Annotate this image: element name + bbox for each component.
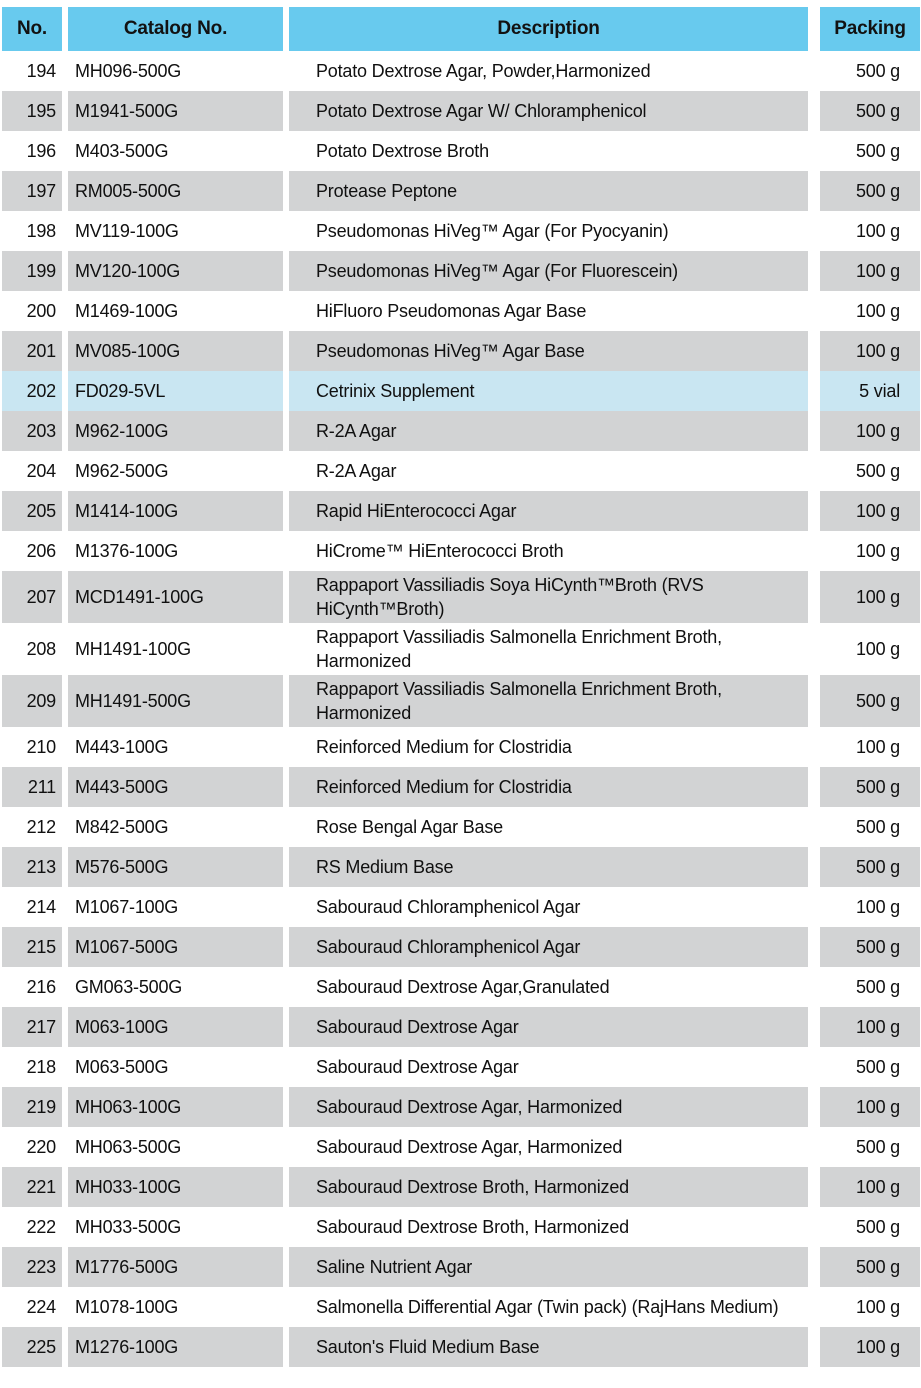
- cell-description-text: Salmonella Differential Agar (Twin pack) (RajHans Medium): [316, 1297, 779, 1317]
- column-header-no: [2, 7, 62, 51]
- cell-catalog: [68, 371, 283, 411]
- cell-no-text: 205: [26, 501, 56, 521]
- cell-no: [2, 1007, 62, 1047]
- cell-catalog: [68, 767, 283, 807]
- table-row: [2, 91, 920, 131]
- cell-packing: [820, 131, 920, 171]
- cell-description-text: Sabouraud Chloramphenicol Agar: [316, 897, 581, 917]
- cell-catalog-text: MH033-100G: [75, 1177, 182, 1197]
- table-row: [2, 411, 920, 451]
- cell-no-text: 199: [26, 261, 56, 281]
- cell-description: [289, 887, 808, 927]
- cell-packing: [820, 491, 920, 531]
- cell-description-text: Sauton's Fluid Medium Base: [316, 1337, 540, 1357]
- cell-no-text: 194: [26, 61, 56, 81]
- cell-description-text: Potato Dextrose Broth: [316, 141, 489, 161]
- cell-no: [2, 531, 62, 571]
- cell-no: [2, 411, 62, 451]
- cell-description-text: Sabouraud Dextrose Broth, Harmonized: [316, 1217, 629, 1237]
- table-row: [2, 131, 920, 171]
- cell-catalog-text: M1376-100G: [75, 541, 179, 561]
- cell-packing-text: 100 g: [855, 897, 900, 917]
- cell-no: [2, 1047, 62, 1087]
- table-row: [2, 571, 920, 623]
- cell-no: [2, 451, 62, 491]
- cell-no: [2, 1247, 62, 1287]
- table-row: [2, 291, 920, 331]
- cell-packing-text: 500 g: [855, 977, 900, 997]
- cell-catalog: [68, 411, 283, 451]
- cell-no-text: 219: [26, 1097, 56, 1117]
- cell-catalog-text: MV119-100G: [75, 221, 179, 241]
- cell-catalog-text: M1941-500G: [75, 101, 179, 121]
- cell-no: [2, 211, 62, 251]
- cell-description-text: Sabouraud Dextrose Broth, Harmonized: [316, 1177, 629, 1197]
- cell-packing-text: 100 g: [855, 1297, 900, 1317]
- table-row: [2, 727, 920, 767]
- table-row: [2, 927, 920, 967]
- cell-no-text: 225: [26, 1337, 56, 1357]
- cell-packing-text: 500 g: [855, 461, 900, 481]
- table-row: [2, 51, 920, 91]
- cell-packing-text: 500 g: [855, 61, 900, 81]
- cell-description-text: HiFluoro Pseudomonas Agar Base: [316, 301, 587, 321]
- cell-no: [2, 727, 62, 767]
- cell-no: [2, 807, 62, 847]
- cell-no-text: 220: [26, 1137, 56, 1157]
- cell-no: [2, 1087, 62, 1127]
- cell-description-text: Rappaport Vassiliadis Soya HiCynth™Broth (RVS HiCynth™Broth): [316, 575, 704, 619]
- cell-packing-text: 100 g: [855, 737, 900, 757]
- cell-description-text: HiCrome™ HiEnterococci Broth: [316, 541, 564, 561]
- cell-no: [2, 491, 62, 531]
- cell-no-text: 213: [26, 857, 56, 877]
- cell-no: [2, 623, 62, 675]
- column-header-catalog: [68, 7, 283, 51]
- cell-catalog-text: MH033-500G: [75, 1217, 182, 1237]
- cell-catalog-text: M962-100G: [75, 421, 169, 441]
- table-row: [2, 1167, 920, 1207]
- cell-catalog: [68, 531, 283, 571]
- cell-catalog: [68, 1007, 283, 1047]
- cell-no-text: 198: [26, 221, 56, 241]
- cell-no-text: 206: [26, 541, 56, 561]
- cell-description: [289, 211, 808, 251]
- cell-description: [289, 1207, 808, 1247]
- cell-description: [289, 1007, 808, 1047]
- cell-description-text: Potato Dextrose Agar, Powder,Harmonized: [316, 61, 651, 81]
- cell-packing-text: 500 g: [855, 777, 900, 797]
- cell-no-text: 222: [26, 1217, 56, 1237]
- cell-catalog: [68, 91, 283, 131]
- cell-description-text: Sabouraud Chloramphenicol Agar: [316, 937, 581, 957]
- table-row: [2, 1327, 920, 1367]
- table-row: [2, 211, 920, 251]
- column-header-catalog-label: Catalog No.: [123, 18, 228, 39]
- cell-catalog-text: MH063-500G: [75, 1137, 182, 1157]
- cell-packing: [820, 1087, 920, 1127]
- cell-description: [289, 171, 808, 211]
- cell-description-text: Sabouraud Dextrose Agar, Harmonized: [316, 1097, 623, 1117]
- cell-catalog: [68, 491, 283, 531]
- cell-no-text: 210: [26, 737, 56, 757]
- cell-packing: [820, 91, 920, 131]
- cell-catalog: [68, 1167, 283, 1207]
- cell-no: [2, 1327, 62, 1367]
- cell-no: [2, 1167, 62, 1207]
- cell-no: [2, 1127, 62, 1167]
- cell-description-text: Sabouraud Dextrose Agar,Granulated: [316, 977, 610, 997]
- cell-catalog-text: MCD1491-100G: [75, 587, 204, 607]
- cell-packing: [820, 331, 920, 371]
- cell-description: [289, 767, 808, 807]
- table-row: [2, 623, 920, 675]
- cell-catalog-text: FD029-5VL: [75, 381, 166, 401]
- cell-packing-text: 100 g: [855, 301, 900, 321]
- table-row: [2, 331, 920, 371]
- cell-packing-text: 500 g: [855, 1057, 900, 1077]
- cell-description: [289, 1247, 808, 1287]
- cell-packing-text: 100 g: [855, 1337, 900, 1357]
- cell-description-text: Rappaport Vassiliadis Salmonella Enrichment Broth, Harmonized: [316, 679, 722, 723]
- cell-packing-text: 100 g: [855, 421, 900, 441]
- table-row: [2, 967, 920, 1007]
- cell-catalog-text: M1469-100G: [75, 301, 179, 321]
- cell-description-text: Cetrinix Supplement: [316, 381, 475, 401]
- table-row: [2, 451, 920, 491]
- cell-no-text: 221: [26, 1177, 56, 1197]
- cell-packing: [820, 1167, 920, 1207]
- cell-packing: [820, 211, 920, 251]
- cell-no: [2, 331, 62, 371]
- cell-description: [289, 51, 808, 91]
- cell-catalog-text: MH1491-500G: [75, 691, 191, 711]
- cell-catalog: [68, 967, 283, 1007]
- cell-packing: [820, 847, 920, 887]
- cell-packing: [820, 767, 920, 807]
- cell-description: [289, 623, 808, 675]
- cell-no-text: 218: [26, 1057, 56, 1077]
- cell-no-text: 223: [26, 1257, 56, 1277]
- cell-catalog: [68, 291, 283, 331]
- cell-description: [289, 675, 808, 727]
- table-row: [2, 531, 920, 571]
- cell-packing: [820, 1127, 920, 1167]
- cell-description-text: R-2A Agar: [316, 421, 397, 441]
- cell-no: [2, 967, 62, 1007]
- cell-packing: [820, 927, 920, 967]
- cell-description-text: Potato Dextrose Agar W/ Chloramphenicol: [316, 101, 647, 121]
- cell-description: [289, 967, 808, 1007]
- cell-description-text: Rose Bengal Agar Base: [316, 817, 503, 837]
- cell-packing-text: 100 g: [855, 1017, 900, 1037]
- cell-catalog-text: MH063-100G: [75, 1097, 182, 1117]
- cell-packing: [820, 1047, 920, 1087]
- cell-description: [289, 411, 808, 451]
- cell-catalog: [68, 251, 283, 291]
- cell-catalog: [68, 727, 283, 767]
- cell-no-text: 196: [26, 141, 56, 161]
- cell-catalog-text: M443-500G: [75, 777, 169, 797]
- cell-no: [2, 571, 62, 623]
- cell-catalog: [68, 807, 283, 847]
- cell-catalog-text: M403-500G: [75, 141, 169, 161]
- cell-description: [289, 1127, 808, 1167]
- cell-catalog: [68, 1207, 283, 1247]
- cell-no: [2, 1207, 62, 1247]
- cell-catalog-text: GM063-500G: [75, 977, 183, 997]
- cell-catalog-text: M1078-100G: [75, 1297, 179, 1317]
- cell-description: [289, 251, 808, 291]
- cell-no: [2, 675, 62, 727]
- cell-catalog-text: MH096-500G: [75, 61, 182, 81]
- cell-catalog: [68, 847, 283, 887]
- cell-packing-text: 100 g: [855, 587, 900, 607]
- cell-catalog-text: M1067-100G: [75, 897, 179, 917]
- cell-no: [2, 51, 62, 91]
- cell-catalog-text: M842-500G: [75, 817, 169, 837]
- cell-description: [289, 1047, 808, 1087]
- table-row: [2, 371, 920, 411]
- cell-packing-text: 500 g: [855, 101, 900, 121]
- cell-catalog-text: M962-500G: [75, 461, 169, 481]
- cell-packing-text: 500 g: [855, 141, 900, 161]
- cell-description: [289, 531, 808, 571]
- cell-packing-text: 100 g: [855, 341, 900, 361]
- table-body: [2, 51, 920, 1367]
- cell-catalog-text: M063-100G: [75, 1017, 169, 1037]
- cell-no-text: 195: [26, 101, 56, 121]
- cell-description: [289, 1327, 808, 1367]
- cell-description: [289, 727, 808, 767]
- cell-description-text: Sabouraud Dextrose Agar: [316, 1057, 519, 1077]
- cell-packing: [820, 51, 920, 91]
- cell-packing-text: 100 g: [855, 261, 900, 281]
- cell-description-text: Sabouraud Dextrose Agar, Harmonized: [316, 1137, 623, 1157]
- cell-no-text: 203: [26, 421, 56, 441]
- cell-catalog: [68, 571, 283, 623]
- cell-no: [2, 91, 62, 131]
- cell-packing-text: 100 g: [855, 541, 900, 561]
- cell-no: [2, 131, 62, 171]
- cell-description: [289, 291, 808, 331]
- cell-description: [289, 571, 808, 623]
- cell-no-text: 214: [26, 897, 56, 917]
- table-row: [2, 491, 920, 531]
- cell-packing: [820, 1287, 920, 1327]
- cell-packing: [820, 727, 920, 767]
- column-header-description: [289, 7, 808, 51]
- column-header-description-label: Description: [497, 18, 600, 39]
- cell-description-text: Pseudomonas HiVeg™ Agar (For Fluorescein): [316, 261, 678, 281]
- cell-description: [289, 451, 808, 491]
- table-row: [2, 807, 920, 847]
- table-row: [2, 1007, 920, 1047]
- cell-no-text: 216: [26, 977, 56, 997]
- cell-no: [2, 171, 62, 211]
- cell-description-text: Saline Nutrient Agar: [316, 1257, 473, 1277]
- cell-catalog-text: M1276-100G: [75, 1337, 179, 1357]
- table-row: [2, 847, 920, 887]
- cell-description: [289, 1167, 808, 1207]
- cell-no-text: 211: [27, 777, 56, 797]
- cell-packing: [820, 531, 920, 571]
- cell-description: [289, 331, 808, 371]
- cell-packing-text: 100 g: [855, 1097, 900, 1117]
- cell-packing: [820, 1327, 920, 1367]
- cell-catalog-text: M063-500G: [75, 1057, 169, 1077]
- cell-packing-text: 100 g: [855, 639, 900, 659]
- cell-no-text: 208: [26, 639, 56, 659]
- cell-packing-text: 100 g: [855, 221, 900, 241]
- cell-packing: [820, 1247, 920, 1287]
- cell-catalog-text: M1414-100G: [75, 501, 179, 521]
- cell-description-text: Pseudomonas HiVeg™ Agar Base: [316, 341, 585, 361]
- cell-packing-text: 500 g: [855, 857, 900, 877]
- cell-no-text: 207: [26, 587, 56, 607]
- cell-no-text: 202: [26, 381, 56, 401]
- cell-no: [2, 887, 62, 927]
- cell-no-text: 217: [26, 1017, 56, 1037]
- cell-packing-text: 500 g: [855, 1137, 900, 1157]
- cell-packing-text: 100 g: [855, 1177, 900, 1197]
- cell-packing: [820, 451, 920, 491]
- cell-catalog-text: RM005-500G: [75, 181, 182, 201]
- table-row: [2, 1047, 920, 1087]
- cell-no: [2, 1287, 62, 1327]
- cell-catalog: [68, 1047, 283, 1087]
- cell-catalog: [68, 1127, 283, 1167]
- cell-no: [2, 291, 62, 331]
- cell-packing-text: 500 g: [855, 817, 900, 837]
- cell-description-text: Pseudomonas HiVeg™ Agar (For Pyocyanin): [316, 221, 669, 241]
- cell-no-text: 197: [26, 181, 56, 201]
- cell-catalog: [68, 171, 283, 211]
- cell-description-text: Reinforced Medium for Clostridia: [316, 737, 572, 757]
- cell-packing: [820, 807, 920, 847]
- cell-no-text: 204: [26, 461, 56, 481]
- column-header-packing-label: Packing: [834, 18, 906, 39]
- cell-no-text: 212: [26, 817, 56, 837]
- cell-description-text: Sabouraud Dextrose Agar: [316, 1017, 519, 1037]
- cell-no-text: 201: [26, 341, 56, 361]
- cell-description-text: RS Medium Base: [316, 857, 454, 877]
- cell-catalog-text: MV085-100G: [75, 341, 181, 361]
- table-row: [2, 1247, 920, 1287]
- cell-catalog-text: M443-100G: [75, 737, 169, 757]
- cell-packing-text: 100 g: [855, 501, 900, 521]
- cell-description: [289, 807, 808, 847]
- column-header-no-label: No.: [16, 18, 47, 39]
- column-header-packing: [820, 7, 920, 51]
- cell-catalog: [68, 1247, 283, 1287]
- table-row: [2, 1127, 920, 1167]
- table-row: [2, 887, 920, 927]
- cell-packing-text: 500 g: [855, 181, 900, 201]
- cell-no: [2, 847, 62, 887]
- cell-no-text: 224: [26, 1297, 56, 1317]
- cell-catalog-text: MH1491-100G: [75, 639, 191, 659]
- cell-packing: [820, 411, 920, 451]
- cell-catalog-text: M576-500G: [75, 857, 169, 877]
- cell-packing: [820, 675, 920, 727]
- cell-packing-text: 500 g: [855, 1217, 900, 1237]
- cell-packing-text: 500 g: [855, 691, 900, 711]
- cell-packing: [820, 887, 920, 927]
- cell-no-text: 200: [26, 301, 56, 321]
- table-row: [2, 1087, 920, 1127]
- cell-packing: [820, 571, 920, 623]
- cell-description-text: Reinforced Medium for Clostridia: [316, 777, 572, 797]
- cell-description-text: Protease Peptone: [316, 181, 457, 201]
- cell-catalog: [68, 1327, 283, 1367]
- cell-catalog: [68, 1087, 283, 1127]
- table-row: [2, 1207, 920, 1247]
- table-row: [2, 251, 920, 291]
- cell-catalog-text: M1067-500G: [75, 937, 179, 957]
- cell-description-text: R-2A Agar: [316, 461, 397, 481]
- table-header: [2, 7, 920, 51]
- cell-no-text: 209: [26, 691, 56, 711]
- cell-no-text: 215: [26, 937, 56, 957]
- table-row: [2, 675, 920, 727]
- cell-packing: [820, 371, 920, 411]
- cell-catalog: [68, 623, 283, 675]
- cell-packing: [820, 967, 920, 1007]
- cell-catalog: [68, 1287, 283, 1327]
- cell-catalog: [68, 927, 283, 967]
- cell-packing: [820, 1207, 920, 1247]
- cell-catalog: [68, 451, 283, 491]
- cell-no: [2, 767, 62, 807]
- cell-description: [289, 847, 808, 887]
- cell-catalog: [68, 211, 283, 251]
- cell-description: [289, 371, 808, 411]
- cell-no: [2, 927, 62, 967]
- cell-catalog: [68, 131, 283, 171]
- cell-catalog: [68, 51, 283, 91]
- table-row: [2, 171, 920, 211]
- cell-packing: [820, 623, 920, 675]
- cell-packing: [820, 291, 920, 331]
- cell-packing-text: 5 vial: [859, 381, 900, 401]
- cell-catalog-text: M1776-500G: [75, 1257, 179, 1277]
- cell-description-text: Rappaport Vassiliadis Salmonella Enrichment Broth, Harmonized: [316, 627, 722, 671]
- table-row: [2, 767, 920, 807]
- cell-description: [289, 1087, 808, 1127]
- cell-no: [2, 251, 62, 291]
- cell-description: [289, 91, 808, 131]
- cell-description-text: Rapid HiEnterococci Agar: [316, 501, 517, 521]
- cell-description: [289, 927, 808, 967]
- table-row: [2, 1287, 920, 1327]
- cell-packing-text: 500 g: [855, 1257, 900, 1277]
- cell-description: [289, 1287, 808, 1327]
- cell-no: [2, 371, 62, 411]
- cell-catalog-text: MV120-100G: [75, 261, 181, 281]
- cell-packing: [820, 1007, 920, 1047]
- cell-packing-text: 500 g: [855, 937, 900, 957]
- cell-catalog: [68, 887, 283, 927]
- cell-description: [289, 131, 808, 171]
- cell-description: [289, 491, 808, 531]
- cell-packing: [820, 171, 920, 211]
- cell-catalog: [68, 331, 283, 371]
- cell-packing: [820, 251, 920, 291]
- cell-catalog: [68, 675, 283, 727]
